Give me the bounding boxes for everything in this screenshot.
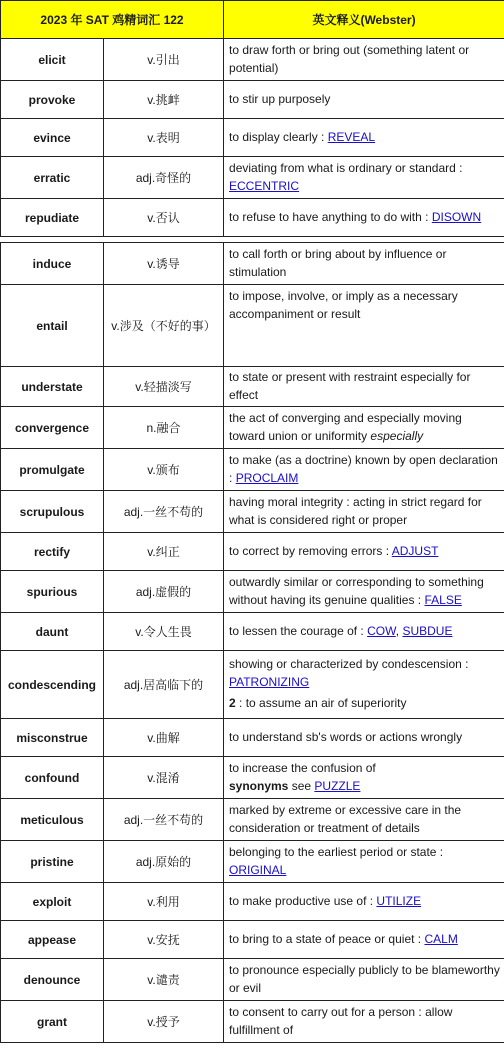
vocab-word: provoke [1, 81, 104, 119]
definition-italic: especially [370, 428, 424, 443]
vocab-part-of-speech: v.授予 [104, 1001, 224, 1043]
definition-text: to increase the confusion of [229, 761, 376, 775]
vocab-word: erratic [1, 157, 104, 199]
vocab-row [1, 449, 504, 491]
definition-text: having moral integrity : acting in strict regard for what is considered right or proper [229, 495, 482, 527]
synonyms-label: synonyms [229, 778, 289, 793]
definition-text: to display clearly : [229, 129, 325, 144]
vocab-word: appease [1, 921, 104, 959]
synonym-link[interactable]: ORIGINAL [229, 862, 287, 877]
vocab-definition [224, 199, 504, 237]
vocab-definition [224, 407, 504, 449]
definition-text: marked by extreme or excessive care in the consideration or treatment of details [229, 803, 462, 835]
definition-text: to impose, involve, or imply as a necessary accompaniment or result [229, 289, 458, 321]
synonym-link[interactable]: COW [367, 623, 396, 638]
vocab-definition [224, 367, 504, 407]
vocab-word: elicit [1, 39, 104, 81]
vocab-word: denounce [1, 959, 104, 1001]
vocab-definition [224, 243, 504, 285]
definition-text: to understand sb's words or actions wrongly [229, 729, 463, 744]
synonym-line [229, 778, 501, 796]
header-row [1, 1, 504, 39]
see-label: see [291, 778, 312, 793]
vocab-word: understate [1, 367, 104, 407]
vocab-row [1, 651, 504, 719]
definition-text: to draw forth or bring out (something latent or potential) [229, 43, 470, 75]
vocab-word: scrupulous [1, 491, 104, 533]
vocab-part-of-speech: v.颁布 [104, 449, 224, 491]
vocab-definition [224, 491, 504, 533]
definition-text: to pronounce especially publicly to be blameworthy or evil [229, 963, 500, 995]
vocab-definition [224, 39, 504, 81]
vocab-definition [224, 651, 504, 719]
vocab-definition [224, 449, 504, 491]
vocab-definition [224, 571, 504, 613]
vocab-row [1, 407, 504, 449]
vocab-part-of-speech: v.利用 [104, 883, 224, 921]
synonym-link[interactable]: DISOWN [431, 209, 482, 224]
vocab-part-of-speech: v.否认 [104, 199, 224, 237]
definition-text: to make (as a doctrine) known by open declaration : [229, 453, 498, 485]
vocab-part-of-speech: v.谴责 [104, 959, 224, 1001]
vocab-word: promulgate [1, 449, 104, 491]
vocab-part-of-speech: v.涉及（不好的事） [104, 285, 224, 367]
synonym-link[interactable]: PATRONIZING [229, 674, 310, 689]
vocab-word: condescending [1, 651, 104, 719]
definition-text: to bring to a state of peace or quiet : [229, 931, 422, 946]
vocab-definition [224, 883, 504, 921]
vocab-table-top [0, 0, 504, 237]
vocab-word: confound [1, 757, 104, 799]
sense-text: : to assume an air of superiority [239, 696, 407, 711]
vocab-word: meticulous [1, 799, 104, 841]
sense-number: 2 [229, 696, 236, 711]
vocab-row [1, 883, 504, 921]
definition-text: deviating from what is ordinary or standard : [229, 161, 463, 175]
synonym-link[interactable]: PUZZLE [314, 778, 361, 793]
synonym-link[interactable]: UTILIZE [376, 893, 422, 908]
definition-text: to lessen the courage of : [229, 623, 364, 638]
vocab-part-of-speech: adj.奇怪的 [104, 157, 224, 199]
vocab-part-of-speech: v.引出 [104, 39, 224, 81]
synonym-link[interactable]: ECCENTRIC [229, 178, 300, 193]
definition-text: to stir up purposely [229, 91, 331, 106]
vocab-definition [224, 81, 504, 119]
vocab-definition: to lessen the courage of : COW, SUBDUE [224, 613, 504, 651]
sense-2 [229, 695, 501, 713]
vocab-definition [224, 719, 504, 757]
vocab-row [1, 243, 504, 285]
definition-text: the act of converging and especially moving toward union or uniformity [229, 411, 462, 443]
vocab-row [1, 285, 504, 367]
vocab-row [1, 959, 504, 1001]
vocab-word: pristine [1, 841, 104, 883]
vocab-word: repudiate [1, 199, 104, 237]
definition-text: to refuse to have anything to do with : [229, 209, 429, 224]
vocab-word: misconstrue [1, 719, 104, 757]
vocab-row [1, 1001, 504, 1043]
vocab-row [1, 367, 504, 407]
vocab-part-of-speech: adj.一丝不苟的 [104, 799, 224, 841]
vocab-word: exploit [1, 883, 104, 921]
vocab-part-of-speech: v.轻描淡写 [104, 367, 224, 407]
vocab-row [1, 119, 504, 157]
vocab-definition [224, 157, 504, 199]
vocab-definition [224, 533, 504, 571]
vocab-part-of-speech: v.诱导 [104, 243, 224, 285]
vocab-word: daunt [1, 613, 104, 651]
vocab-part-of-speech: v.混淆 [104, 757, 224, 799]
vocab-word: convergence [1, 407, 104, 449]
header-title: 2023 年 SAT 鸡精词汇 122 [1, 1, 224, 39]
vocab-part-of-speech: n.融合 [104, 407, 224, 449]
vocab-word: entail [1, 285, 104, 367]
vocab-row [1, 613, 504, 651]
vocab-row [1, 533, 504, 571]
vocab-row [1, 799, 504, 841]
definition-text: to correct by removing errors : [229, 543, 390, 558]
synonym-link[interactable]: FALSE [424, 592, 462, 607]
vocab-part-of-speech: adj.居高临下的 [104, 651, 224, 719]
vocab-definition [224, 1001, 504, 1043]
vocab-definition [224, 841, 504, 883]
vocab-row [1, 491, 504, 533]
vocab-row [1, 757, 504, 799]
vocab-word: grant [1, 1001, 104, 1043]
vocab-table-bottom [0, 242, 504, 1043]
vocab-part-of-speech: adj.原始的 [104, 841, 224, 883]
definition-text: belonging to the earliest period or state : [229, 845, 444, 859]
vocab-word: evince [1, 119, 104, 157]
vocab-part-of-speech: v.纠正 [104, 533, 224, 571]
definition-text: showing or characterized by condescension : [229, 657, 469, 672]
vocab-word: spurious [1, 571, 104, 613]
vocab-definition [224, 959, 504, 1001]
synonym-link[interactable]: REVEAL [327, 129, 376, 144]
vocab-part-of-speech: v.表明 [104, 119, 224, 157]
definition-text: to call forth or bring about by influence or stimulation [229, 247, 447, 279]
vocab-definition [224, 921, 504, 959]
vocab-part-of-speech: adj.一丝不苟的 [104, 491, 224, 533]
synonym-link[interactable]: SUBDUE [402, 623, 453, 638]
synonym-link[interactable]: PROCLAIM [235, 470, 299, 485]
definition-text: outwardly similar or corresponding to something without having its genuine qualities : [229, 575, 484, 607]
vocab-row [1, 921, 504, 959]
vocab-row [1, 81, 504, 119]
vocab-definition [224, 285, 504, 367]
definition-text: to make productive use of : [229, 893, 374, 908]
definition-text: to state or present with restraint especially for effect [229, 370, 471, 402]
vocab-row [1, 39, 504, 81]
vocab-row [1, 199, 504, 237]
vocab-word: induce [1, 243, 104, 285]
vocab-row [1, 841, 504, 883]
vocab-part-of-speech: v.令人生畏 [104, 613, 224, 651]
vocab-row [1, 157, 504, 199]
vocab-part-of-speech: v.挑衅 [104, 81, 224, 119]
vocab-definition [224, 757, 504, 799]
vocab-row [1, 719, 504, 757]
vocab-word: rectify [1, 533, 104, 571]
vocab-part-of-speech: adj.虚假的 [104, 571, 224, 613]
synonym-link[interactable]: CALM [424, 931, 458, 946]
definition-text: to consent to carry out for a person : allow fulfillment of [229, 1005, 453, 1037]
header-definition: 英文释义(Webster) [224, 1, 504, 39]
vocab-definition [224, 119, 504, 157]
vocab-part-of-speech: v.安抚 [104, 921, 224, 959]
vocab-definition [224, 799, 504, 841]
synonym-link[interactable]: ADJUST [391, 543, 439, 558]
vocab-row [1, 571, 504, 613]
vocab-part-of-speech: v.曲解 [104, 719, 224, 757]
